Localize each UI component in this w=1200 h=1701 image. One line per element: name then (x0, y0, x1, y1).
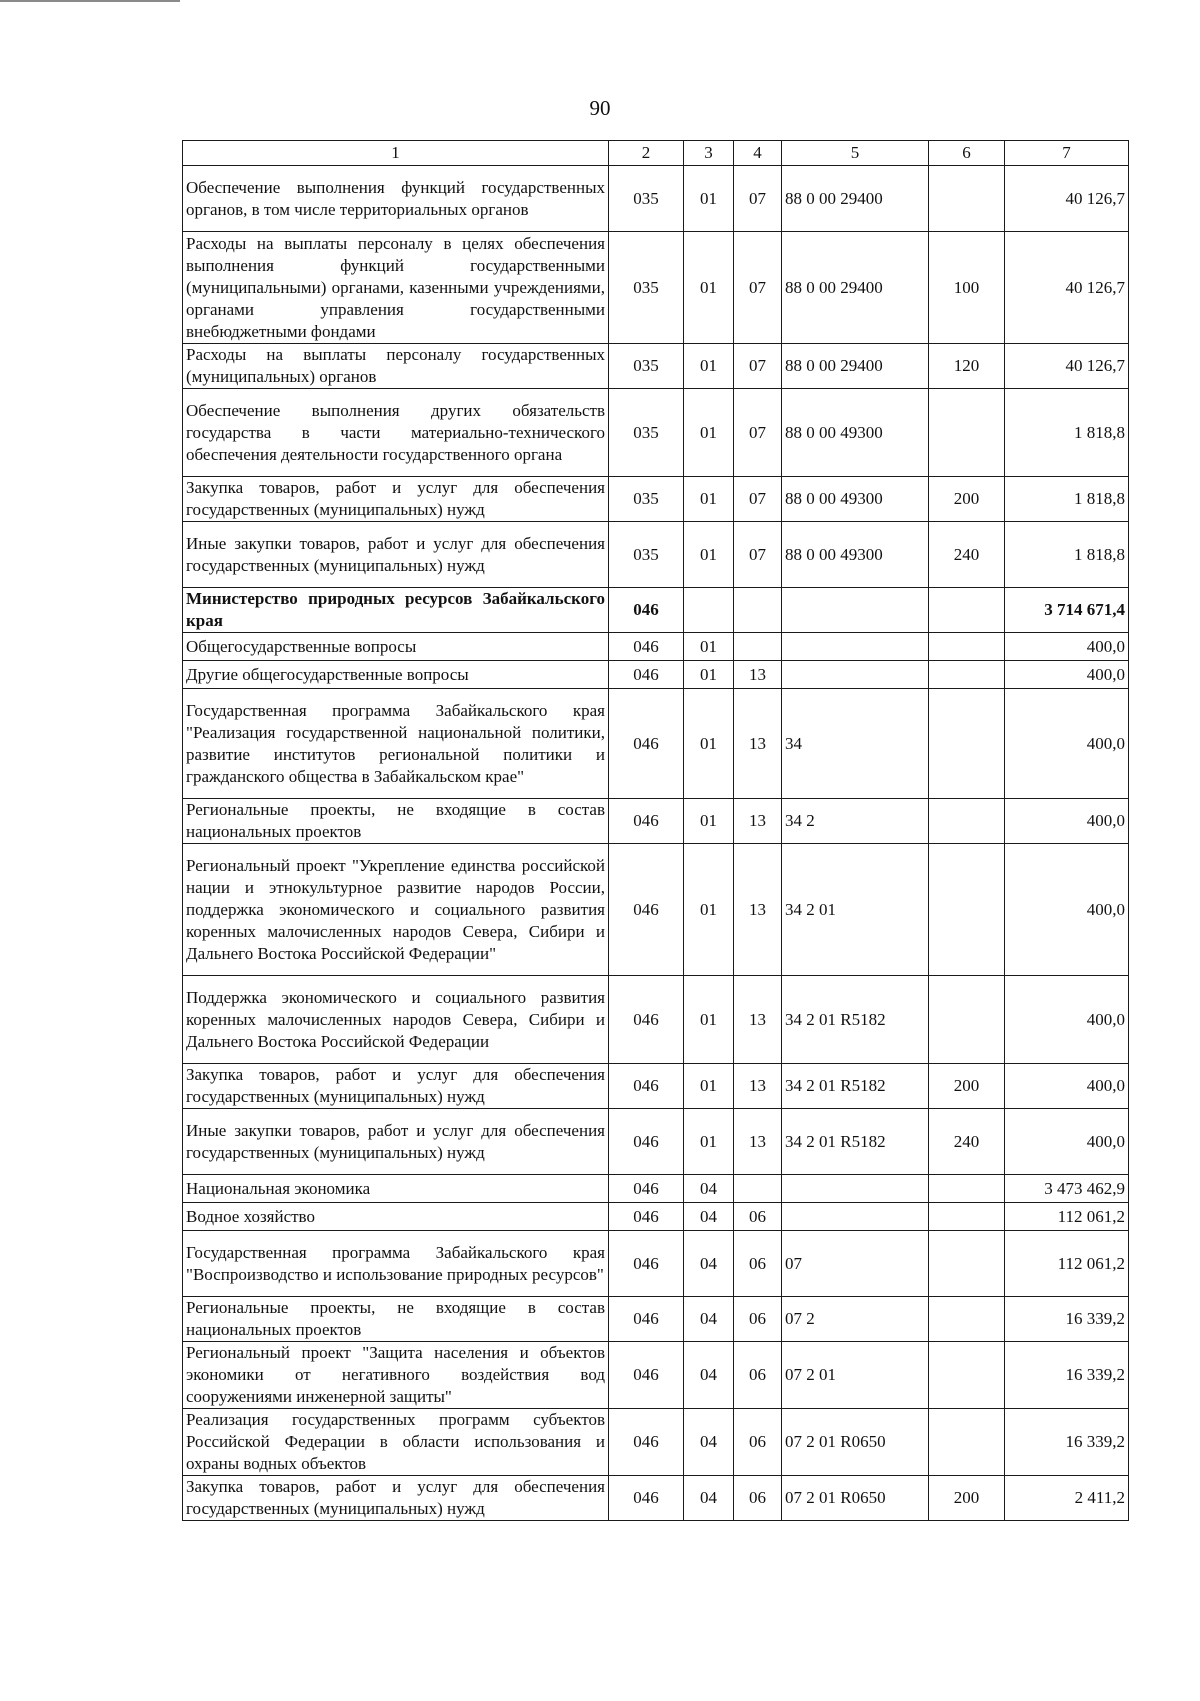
row-name: Государственная программа Забайкальского края "Реализация государственной национальной политики, развитие институтов региональной политики и гражданского общества в Забайкальском крае" (183, 689, 609, 799)
table-row (183, 1175, 1129, 1203)
row-subsection: 06 (734, 1297, 782, 1342)
row-section: 01 (684, 232, 734, 344)
row-subsection: 13 (734, 1064, 782, 1109)
row-name: Иные закупки товаров, работ и услуг для обеспечения государственных (муниципальных) нужд (183, 1109, 609, 1175)
row-target-article: 88 0 00 29400 (782, 232, 929, 344)
row-admin-code: 035 (609, 344, 684, 389)
row-admin-code: 046 (609, 633, 684, 661)
row-subsection: 07 (734, 477, 782, 522)
header-col-2: 2 (609, 141, 684, 166)
row-subsection: 07 (734, 344, 782, 389)
row-amount: 3 714 671,4 (1005, 588, 1129, 633)
row-amount: 40 126,7 (1005, 232, 1129, 344)
row-expense-type: 240 (929, 522, 1005, 588)
row-amount: 2 411,2 (1005, 1476, 1129, 1521)
row-subsection: 07 (734, 389, 782, 477)
row-target-article: 88 0 00 49300 (782, 522, 929, 588)
table-body (183, 166, 1129, 1521)
row-admin-code: 046 (609, 588, 684, 633)
header-col-6: 6 (929, 141, 1005, 166)
row-admin-code: 035 (609, 522, 684, 588)
row-admin-code: 046 (609, 799, 684, 844)
row-name: Поддержка экономического и социального развития коренных малочисленных народов Севера, Сибири и Дальнего Востока Российской Федерации (183, 976, 609, 1064)
table-row (183, 661, 1129, 689)
row-subsection: 13 (734, 1109, 782, 1175)
row-amount: 400,0 (1005, 689, 1129, 799)
row-expense-type: 200 (929, 1476, 1005, 1521)
row-section: 04 (684, 1476, 734, 1521)
table-row (183, 588, 1129, 633)
row-expense-type (929, 689, 1005, 799)
table-header (183, 141, 1129, 166)
row-name: Общегосударственные вопросы (183, 633, 609, 661)
table-row (183, 1231, 1129, 1297)
row-target-article: 88 0 00 29400 (782, 166, 929, 232)
row-target-article: 07 (782, 1231, 929, 1297)
row-admin-code: 046 (609, 1203, 684, 1231)
row-subsection: 07 (734, 232, 782, 344)
header-col-1: 1 (183, 141, 609, 166)
row-target-article (782, 588, 929, 633)
row-target-article: 34 2 01 R5182 (782, 976, 929, 1064)
row-subsection (734, 633, 782, 661)
row-amount: 400,0 (1005, 799, 1129, 844)
table-row (183, 1064, 1129, 1109)
row-amount: 40 126,7 (1005, 344, 1129, 389)
table-row (183, 1203, 1129, 1231)
row-amount: 16 339,2 (1005, 1409, 1129, 1476)
row-expense-type (929, 1203, 1005, 1231)
row-admin-code: 046 (609, 1109, 684, 1175)
row-subsection: 07 (734, 522, 782, 588)
row-amount: 400,0 (1005, 976, 1129, 1064)
row-name: Государственная программа Забайкальского края "Воспроизводство и использование природных ресурсов" (183, 1231, 609, 1297)
row-expense-type (929, 1231, 1005, 1297)
table-row (183, 799, 1129, 844)
row-name: Региональные проекты, не входящие в состав национальных проектов (183, 799, 609, 844)
row-expense-type: 240 (929, 1109, 1005, 1175)
row-amount: 16 339,2 (1005, 1297, 1129, 1342)
row-target-article: 07 2 01 R0650 (782, 1409, 929, 1476)
row-expense-type: 100 (929, 232, 1005, 344)
row-name: Водное хозяйство (183, 1203, 609, 1231)
row-amount: 400,0 (1005, 1064, 1129, 1109)
row-target-article: 34 2 01 R5182 (782, 1109, 929, 1175)
row-subsection: 13 (734, 799, 782, 844)
row-name: Региональный проект "Укрепление единства российской нации и этнокультурное развитие народов России, поддержка экономического и социального развития коренных малочисленных народов Севера, Сибири и Дальнего Востока Российской Федерации" (183, 844, 609, 976)
row-admin-code: 046 (609, 976, 684, 1064)
row-section: 04 (684, 1297, 734, 1342)
table-row (183, 844, 1129, 976)
row-expense-type (929, 166, 1005, 232)
row-name: Другие общегосударственные вопросы (183, 661, 609, 689)
row-amount: 400,0 (1005, 633, 1129, 661)
row-section: 01 (684, 344, 734, 389)
page-number: 90 (589, 96, 611, 120)
table-row (183, 1109, 1129, 1175)
row-subsection: 13 (734, 689, 782, 799)
row-section: 01 (684, 166, 734, 232)
row-target-article: 07 2 01 R0650 (782, 1476, 929, 1521)
row-subsection: 06 (734, 1342, 782, 1409)
table-row (183, 1297, 1129, 1342)
row-target-article (782, 1203, 929, 1231)
table-row (183, 1342, 1129, 1409)
row-section: 01 (684, 844, 734, 976)
row-section: 04 (684, 1231, 734, 1297)
header-col-7: 7 (1005, 141, 1129, 166)
row-amount: 1 818,8 (1005, 477, 1129, 522)
table-row (183, 389, 1129, 477)
header-col-4: 4 (734, 141, 782, 166)
row-subsection: 13 (734, 661, 782, 689)
row-target-article: 34 2 (782, 799, 929, 844)
row-section: 01 (684, 1064, 734, 1109)
row-section: 01 (684, 633, 734, 661)
row-expense-type (929, 661, 1005, 689)
row-name: Расходы на выплаты персоналу государственных (муниципальных) органов (183, 344, 609, 389)
row-admin-code: 046 (609, 689, 684, 799)
row-amount: 1 818,8 (1005, 522, 1129, 588)
table-row (183, 689, 1129, 799)
row-name: Региональный проект "Защита населения и объектов экономики от негативного воздействия вод сооружениями инженерной защиты" (183, 1342, 609, 1409)
table-row (183, 166, 1129, 232)
row-admin-code: 046 (609, 1476, 684, 1521)
row-section: 01 (684, 389, 734, 477)
row-target-article: 34 2 01 R5182 (782, 1064, 929, 1109)
row-target-article (782, 1175, 929, 1203)
row-section: 01 (684, 1109, 734, 1175)
row-amount: 112 061,2 (1005, 1203, 1129, 1231)
row-subsection: 07 (734, 166, 782, 232)
row-target-article: 34 (782, 689, 929, 799)
row-section: 04 (684, 1203, 734, 1231)
row-section (684, 588, 734, 633)
row-expense-type (929, 976, 1005, 1064)
row-target-article: 88 0 00 49300 (782, 477, 929, 522)
row-admin-code: 046 (609, 1297, 684, 1342)
row-amount: 40 126,7 (1005, 166, 1129, 232)
table-row (183, 477, 1129, 522)
row-section: 04 (684, 1342, 734, 1409)
row-name: Закупка товаров, работ и услуг для обеспечения государственных (муниципальных) нужд (183, 477, 609, 522)
header-row (183, 141, 1129, 166)
row-amount: 400,0 (1005, 661, 1129, 689)
row-target-article: 88 0 00 49300 (782, 389, 929, 477)
row-expense-type (929, 1297, 1005, 1342)
row-admin-code: 035 (609, 166, 684, 232)
row-section: 01 (684, 689, 734, 799)
row-section: 01 (684, 799, 734, 844)
row-subsection: 06 (734, 1203, 782, 1231)
row-admin-code: 046 (609, 844, 684, 976)
row-section: 01 (684, 976, 734, 1064)
table-row (183, 522, 1129, 588)
row-name: Расходы на выплаты персоналу в целях обеспечения выполнения функций государственными (муниципальными) органами, казенными учреждениями, органами управления государственными внебюджетными фондами (183, 232, 609, 344)
row-subsection (734, 588, 782, 633)
table-row (183, 976, 1129, 1064)
table-row (183, 344, 1129, 389)
row-subsection (734, 1175, 782, 1203)
row-amount: 1 818,8 (1005, 389, 1129, 477)
row-target-article (782, 633, 929, 661)
row-admin-code: 035 (609, 389, 684, 477)
row-admin-code: 046 (609, 661, 684, 689)
row-subsection: 06 (734, 1476, 782, 1521)
row-name: Национальная экономика (183, 1175, 609, 1203)
header-col-5: 5 (782, 141, 929, 166)
row-admin-code: 046 (609, 1064, 684, 1109)
row-expense-type: 200 (929, 477, 1005, 522)
row-target-article: 07 2 01 (782, 1342, 929, 1409)
row-admin-code: 046 (609, 1342, 684, 1409)
row-amount: 400,0 (1005, 1109, 1129, 1175)
row-admin-code: 046 (609, 1175, 684, 1203)
row-amount: 400,0 (1005, 844, 1129, 976)
row-target-article: 34 2 01 (782, 844, 929, 976)
row-name: Региональные проекты, не входящие в состав национальных проектов (183, 1297, 609, 1342)
row-name: Обеспечение выполнения других обязательств государства в части материально-технического обеспечения деятельности государственного органа (183, 389, 609, 477)
row-admin-code: 035 (609, 477, 684, 522)
row-expense-type (929, 588, 1005, 633)
row-expense-type (929, 844, 1005, 976)
row-subsection: 13 (734, 844, 782, 976)
row-expense-type (929, 389, 1005, 477)
row-section: 04 (684, 1175, 734, 1203)
row-section: 01 (684, 477, 734, 522)
table-row (183, 1409, 1129, 1476)
row-admin-code: 035 (609, 232, 684, 344)
table-row (183, 1476, 1129, 1521)
row-name: Министерство природных ресурсов Забайкальского края (183, 588, 609, 633)
table-row (183, 633, 1129, 661)
row-amount: 112 061,2 (1005, 1231, 1129, 1297)
row-amount: 3 473 462,9 (1005, 1175, 1129, 1203)
row-expense-type (929, 799, 1005, 844)
row-name: Закупка товаров, работ и услуг для обеспечения государственных (муниципальных) нужд (183, 1064, 609, 1109)
row-expense-type (929, 633, 1005, 661)
row-name: Обеспечение выполнения функций государственных органов, в том числе территориальных органов (183, 166, 609, 232)
row-name: Закупка товаров, работ и услуг для обеспечения государственных (муниципальных) нужд (183, 1476, 609, 1521)
row-expense-type (929, 1342, 1005, 1409)
row-expense-type: 120 (929, 344, 1005, 389)
row-expense-type (929, 1409, 1005, 1476)
row-subsection: 06 (734, 1409, 782, 1476)
row-target-article: 07 2 (782, 1297, 929, 1342)
row-admin-code: 046 (609, 1409, 684, 1476)
row-section: 01 (684, 522, 734, 588)
row-expense-type (929, 1175, 1005, 1203)
row-target-article (782, 661, 929, 689)
table-row (183, 232, 1129, 344)
row-admin-code: 046 (609, 1231, 684, 1297)
row-target-article: 88 0 00 29400 (782, 344, 929, 389)
row-name: Реализация государственных программ субъектов Российской Федерации в области использования и охраны водных объектов (183, 1409, 609, 1476)
row-subsection: 13 (734, 976, 782, 1064)
row-section: 01 (684, 661, 734, 689)
row-section: 04 (684, 1409, 734, 1476)
row-subsection: 06 (734, 1231, 782, 1297)
budget-table (182, 140, 1129, 1521)
scan-edge-line (0, 0, 180, 2)
header-col-3: 3 (684, 141, 734, 166)
row-amount: 16 339,2 (1005, 1342, 1129, 1409)
row-name: Иные закупки товаров, работ и услуг для обеспечения государственных (муниципальных) нужд (183, 522, 609, 588)
row-expense-type: 200 (929, 1064, 1005, 1109)
